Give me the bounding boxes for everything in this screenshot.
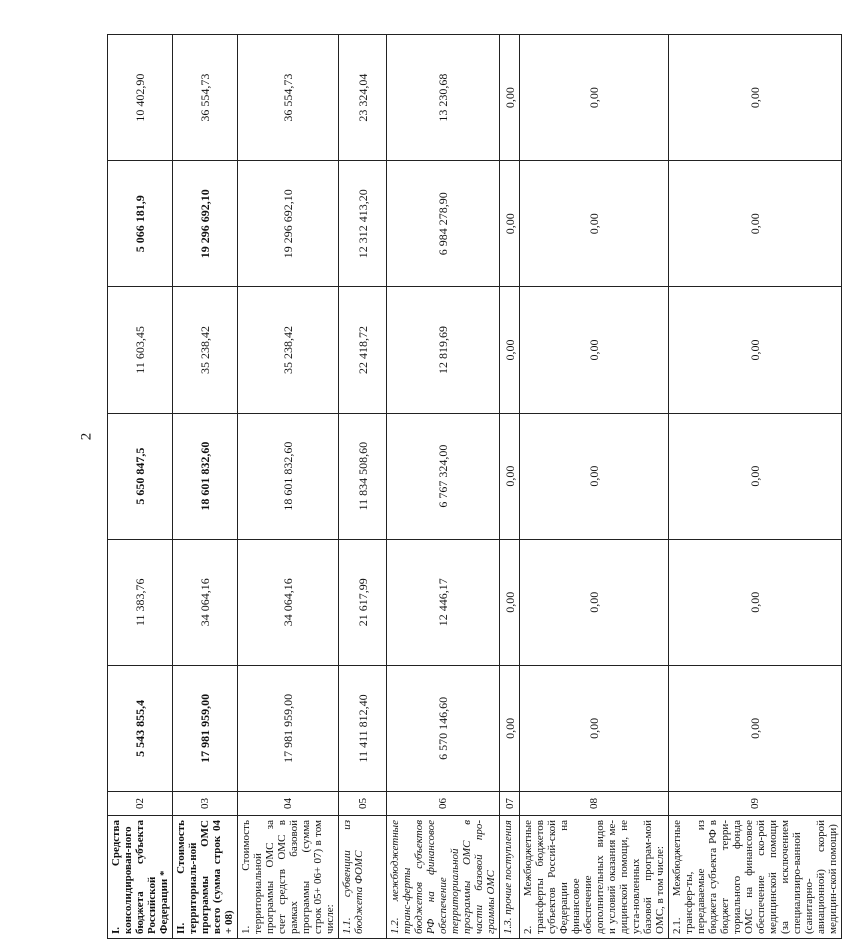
value-cell: 0,00 (500, 35, 520, 161)
row-code: 09 (669, 792, 842, 816)
row-label: 1.2. межбюджетные транс-ферты бюджетов субъектов РФ на финансовое обеспечение территориальной программы ОМС в части базовой про-граммы ОМС (387, 816, 500, 939)
value-cell: 12 819,69 (387, 287, 500, 413)
table-row (108, 35, 173, 939)
value-cell: 5 543 855,4 (108, 665, 173, 791)
table-row (339, 35, 387, 939)
value-cell: 6 984 278,90 (387, 161, 500, 287)
value-cell: 0,00 (669, 539, 842, 665)
value-cell: 0,00 (669, 413, 842, 539)
value-cell: 0,00 (669, 287, 842, 413)
value-cell: 11 411 812,40 (339, 665, 387, 791)
value-cell: 0,00 (520, 413, 669, 539)
value-cell: 35 238,42 (173, 287, 238, 413)
value-cell: 22 418,72 (339, 287, 387, 413)
value-cell: 0,00 (520, 665, 669, 791)
table-row (173, 35, 238, 939)
value-cell: 11 383,76 (108, 539, 173, 665)
value-cell: 12 446,17 (387, 539, 500, 665)
value-cell: 5 066 181,9 (108, 161, 173, 287)
value-cell: 0,00 (500, 413, 520, 539)
value-cell: 23 324,04 (339, 35, 387, 161)
value-cell: 0,00 (520, 287, 669, 413)
row-label: 2.1. Межбюджетные трансфер-ты, передаваемые из бюджета субъекта РФ в бюджет терри-ториального фонда ОМС на финансовое обеспечение ско-рой медицинской помощи (за исключением специализиро-ванной (санитарно-авиационной) скорой медицин-ской помощи) (669, 816, 842, 939)
row-label: 1.1. субвенции из бюджета ФОМС (339, 816, 387, 939)
value-cell: 0,00 (500, 161, 520, 287)
table-row (500, 35, 520, 939)
value-cell: 0,00 (520, 161, 669, 287)
value-cell: 19 296 692,10 (173, 161, 238, 287)
value-cell: 0,00 (669, 161, 842, 287)
row-label: 1.3. прочие поступления (500, 816, 520, 939)
row-code: 06 (387, 792, 500, 816)
value-cell: 17 981 959,00 (238, 665, 339, 791)
value-cell: 13 230,68 (387, 35, 500, 161)
table-row (387, 35, 500, 939)
table-row (238, 35, 339, 939)
row-code: 03 (173, 792, 238, 816)
row-label: 1. Стоимость территориальной программы ОМС за счет средств ОМС в рамках базовой программы (сумма строк 05+ 06+ 07) в том числе: (238, 816, 339, 939)
value-cell: 21 617,99 (339, 539, 387, 665)
value-cell: 6 570 146,60 (387, 665, 500, 791)
value-cell: 10 402,90 (108, 35, 173, 161)
table-row (520, 35, 669, 939)
row-label: II. Стоимость территориаль-ной программы ОМС всего (сумма строк 04 + 08) (173, 816, 238, 939)
value-cell: 0,00 (500, 287, 520, 413)
value-cell: 18 601 832,60 (173, 413, 238, 539)
row-label: 2. Межбюджетные трансферты бюджетов субъектов Россий-ской Федерации на финансовое обеспечение дополнительных видов и условий оказания ме-дицинской помощи, не уста-новленных базовой програм-мой ОМС, в том числе: (520, 816, 669, 939)
value-cell: 0,00 (520, 539, 669, 665)
value-cell: 12 312 413,20 (339, 161, 387, 287)
budget-table (107, 34, 842, 939)
page-number: 2 (78, 432, 95, 441)
value-cell: 0,00 (520, 35, 669, 161)
value-cell: 34 064,16 (173, 539, 238, 665)
row-code: 05 (339, 792, 387, 816)
value-cell: 34 064,16 (238, 539, 339, 665)
value-cell: 5 650 847,5 (108, 413, 173, 539)
value-cell: 6 767 324,00 (387, 413, 500, 539)
row-code: 08 (520, 792, 669, 816)
value-cell: 0,00 (500, 665, 520, 791)
value-cell: 19 296 692,10 (238, 161, 339, 287)
value-cell: 0,00 (669, 665, 842, 791)
value-cell: 18 601 832,60 (238, 413, 339, 539)
row-label: I. Средства консолидирован-ного бюджета субъекта Российской Федерации * (108, 816, 173, 939)
value-cell: 17 981 959,00 (173, 665, 238, 791)
budget-table-frame (107, 34, 839, 939)
row-code: 07 (500, 792, 520, 816)
value-cell: 0,00 (500, 539, 520, 665)
table-row (669, 35, 842, 939)
value-cell: 11 834 508,60 (339, 413, 387, 539)
value-cell: 36 554,73 (238, 35, 339, 161)
value-cell: 35 238,42 (238, 287, 339, 413)
row-code: 04 (238, 792, 339, 816)
value-cell: 36 554,73 (173, 35, 238, 161)
row-code: 02 (108, 792, 173, 816)
value-cell: 0,00 (669, 35, 842, 161)
value-cell: 11 603,45 (108, 287, 173, 413)
